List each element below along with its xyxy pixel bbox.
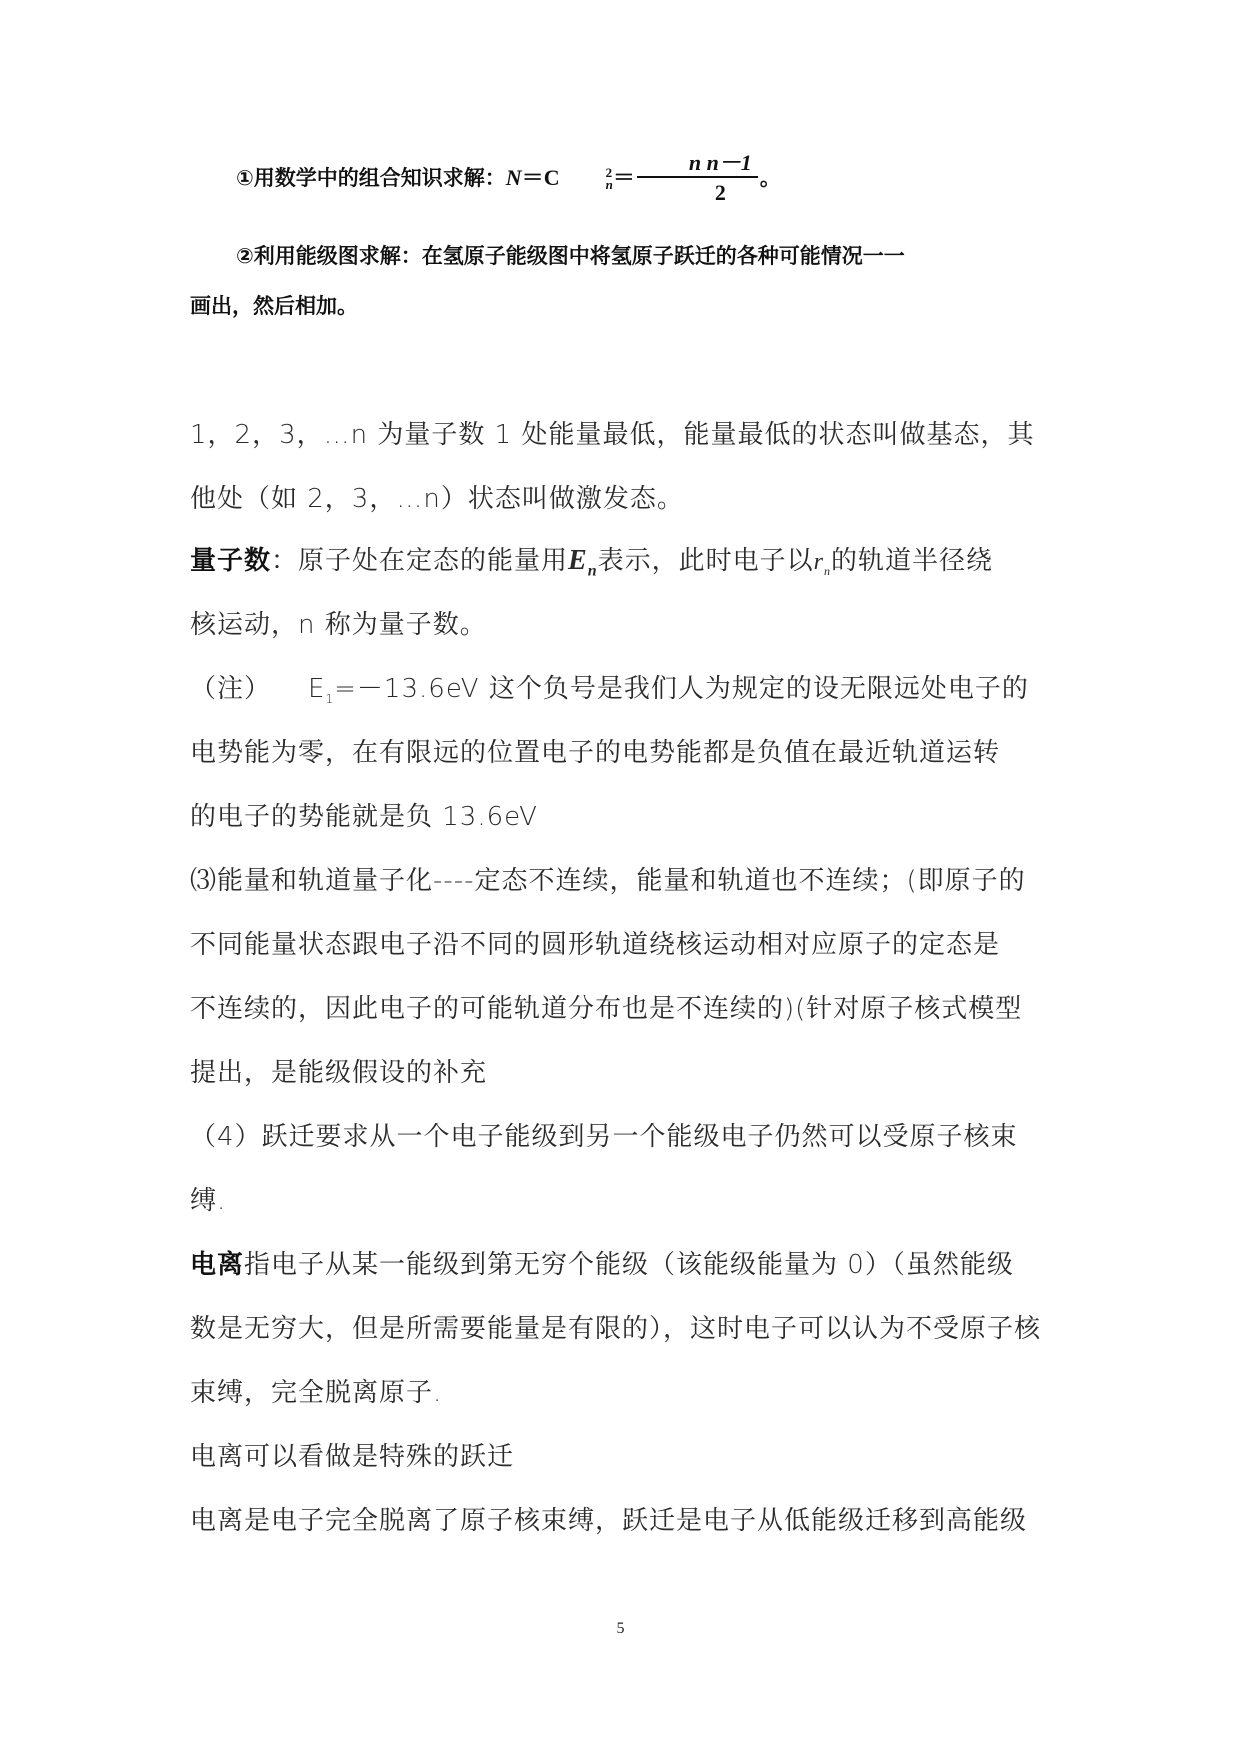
p1-text-2: 他处（如 2，3，…n）状态叫做激发态。 [190,484,684,514]
p2-text-c: 的轨道半径绕 [830,546,993,576]
p3-text-b: =－13.6eV 这个负号是我们人为规定的设无限远处电子的 [334,674,1029,704]
rn-letter: r [813,549,824,575]
formula-suffix: 。 [759,166,781,190]
p7-text-1: 电离可以看做是特殊的跃迁 [190,1442,515,1472]
formula-denominator: 2 [714,180,726,205]
p4-text-1: ⑶能量和轨道量子化----定态不连续，能量和轨道也不连续；(即原子的 [190,866,1026,896]
p5-text-2: 缚. [190,1186,227,1216]
method-two-text-2: 画出，然后相加。 [190,294,358,318]
method-two-text-1: ②利用能级图求解：在氢原子能级图中将氢原子跃迁的各种可能情况一一 [236,244,905,268]
p2-text-a: ：原子处在定态的能量用 [271,546,569,576]
p4-line-4 [190,1052,1080,1089]
p1-line-1 [190,414,1080,451]
p2-line-2 [190,604,1080,641]
p6-line-1 [190,1244,1080,1281]
p3-line-2 [190,732,1080,769]
p1-text-1: 1，2，3，…n 为量子数 1 处能量最低，能量最低的状态叫做基态，其 [190,420,1035,450]
method-two-line-2 [190,290,358,320]
p3-text-a: （注） E [190,674,326,704]
page-number: 5 [616,1620,625,1637]
ionization-label: 电离 [190,1250,245,1280]
p6-text-2: 数是无穷大，但是所需要能量是有限的），这时电子可以认为不受原子核 [190,1314,1042,1344]
p4-text-4: 提出，是能级假设的补充 [190,1058,488,1088]
p7-line-1 [190,1436,1080,1473]
formula-C-indices [560,167,613,191]
E1-subscript: 1 [325,692,335,707]
rn-subscript: n [823,563,831,578]
p4-text-2: 不同能量状态跟电子沿不同的圆形轨道绕核运动相对应原子的定态是 [190,930,1001,960]
energy-En-symbol [568,545,598,580]
p4-text-3: 不连续的，因此电子的可能轨道分布也是不连续的)(针对原子核式模型 [190,994,1023,1024]
p8-text-1: 电离是电子完全脱离了原子核束缚，跃迁是电子从低能级迁移到高能级 [190,1506,1028,1536]
p5-line-1 [190,1116,1080,1153]
En-letter: E [568,545,588,576]
p2-line-1 [190,540,1080,581]
formula-C-sup: 2 [605,165,613,180]
p4-line-3 [190,988,1080,1025]
p6-text-3: 束缚，完全脱离原子. [190,1378,443,1408]
formula-C: C [543,165,560,190]
p3-text-3: 的电子的势能就是负 13.6eV [190,802,538,832]
formula-N: N [505,165,522,190]
p3-text-2: 电势能为零，在有限远的位置电子的电势能都是负值在最近轨道运转 [190,738,1001,768]
formula-prefix: ①用数学中的组合知识求解： [236,166,506,190]
p1-line-2 [190,478,1080,515]
p4-line-2 [190,924,1080,961]
p3-line-1 [190,668,1080,706]
p2-text-b: 表示，此时电子以 [597,546,814,576]
p6-text-1: 指电子从某一能级到第无穷个能级（该能级能量为 0）（虽然能级 [244,1250,1014,1280]
formula-eq1: ＝ [521,165,544,190]
p5-text-1: （4）跃迁要求从一个电子能级到另一个能级电子仍然可以受原子核束 [190,1122,1018,1152]
formula-numerator: n n－1 [637,150,758,178]
formula-fraction [637,150,758,208]
p6-line-3 [190,1372,1080,1409]
quantum-number-label: 量子数 [190,546,272,576]
method-two-line-1 [190,240,1080,270]
p3-line-3 [190,796,1080,833]
formula-C-sub: n [605,177,613,192]
p6-line-2 [190,1308,1080,1345]
formula-eq2: ＝ [612,165,635,190]
p2-text-2: 核运动，n 称为量子数。 [190,610,487,640]
p4-line-1 [190,860,1080,897]
En-subscript: n [587,562,598,580]
p8-line-1 [190,1500,1080,1537]
p5-line-2 [190,1180,1080,1217]
radius-rn-symbol [813,549,831,578]
combination-formula-line [190,150,1080,208]
